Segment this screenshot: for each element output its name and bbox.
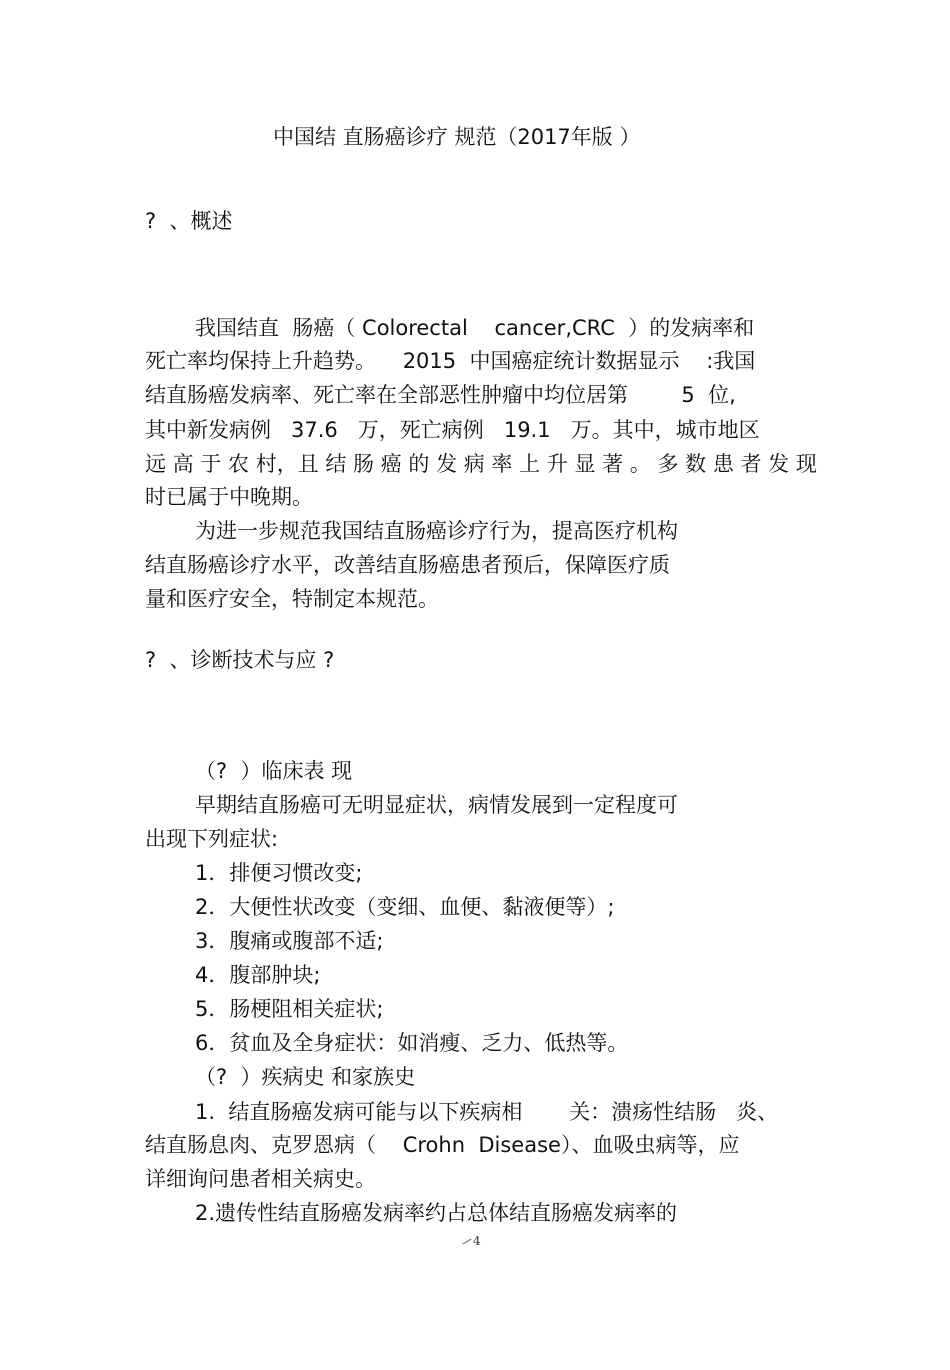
list-item: 3．腹痛或腹部不适; [195, 929, 384, 953]
page-mark-icon [462, 1239, 471, 1245]
paragraph-line: 出现下列症状: [145, 827, 279, 851]
subsection-heading-history: （? ）疾病史 和家族史 [195, 1065, 416, 1089]
paragraph-line: 1. 结直肠癌发病可能与以下疾病相 关：溃疡性结肠 炎、 [195, 1100, 779, 1124]
section-heading-diagnosis: ? 、诊断技术与应 ? [145, 648, 335, 672]
paragraph-line: 详细询问患者相关病史。 [145, 1167, 376, 1191]
page-number [462, 1234, 481, 1248]
list-item: 2．大便性状改变（变细、血便、黏液便等）; [195, 895, 615, 919]
paragraph-line: 2.遗传性结直肠癌发病率约占总体结直肠癌发病率的 [195, 1201, 678, 1225]
document-title: 中国结 直肠癌诊疗 规范（2017年版 ） [273, 125, 641, 149]
subsection-heading-clinical: （? ）临床表 现 [195, 759, 353, 783]
paragraph-line: 结直肠癌发病率、死亡率在全部恶性肿瘤中均位居第 5 位, [145, 383, 736, 407]
paragraph-line: 为进一步规范我国结直肠癌诊疗行为，提高医疗机构 [195, 519, 678, 543]
paragraph-line: 早期结直肠癌可无明显症状，病情发展到一定程度可 [195, 793, 678, 817]
paragraph-line: 结直肠息肉、克罗恩病（ Crohn Disease）、血吸虫病等，应 [145, 1133, 740, 1157]
paragraph-line: 我国结直 肠癌（ Colorectal cancer,CRC ）的发病率和 [195, 316, 755, 340]
paragraph-line: 死亡率均保持上升趋势。 2015 中国癌症统计数据显示 :我国 [145, 349, 756, 373]
page-number-text: 4 [473, 1234, 481, 1248]
paragraph-line: 其中新发病例 37.6 万，死亡病例 19.1 万。其中，城市地区 [145, 418, 760, 442]
list-item: 6．贫血及全身症状：如消瘦、乏力、低热等。 [195, 1031, 629, 1055]
list-item: 5．肠梗阻相关症状; [195, 997, 384, 1021]
paragraph-line: 时已属于中晚期。 [145, 485, 313, 509]
paragraph-line: 远 高 于 农 村，且 结 肠 癌 的 发 病 率 上 升 显 著 。 多 数 患 者 发 现 [145, 452, 817, 476]
paragraph-line: 结直肠癌诊疗水平，改善结直肠癌患者预后，保障医疗质 [145, 553, 670, 577]
section-heading-overview: ? 、概述 [145, 209, 233, 233]
list-item: 4．腹部肿块; [195, 963, 321, 987]
paragraph-line: 量和医疗安全，特制定本规范。 [145, 587, 439, 611]
list-item: 1．排便习惯改变; [195, 861, 363, 885]
